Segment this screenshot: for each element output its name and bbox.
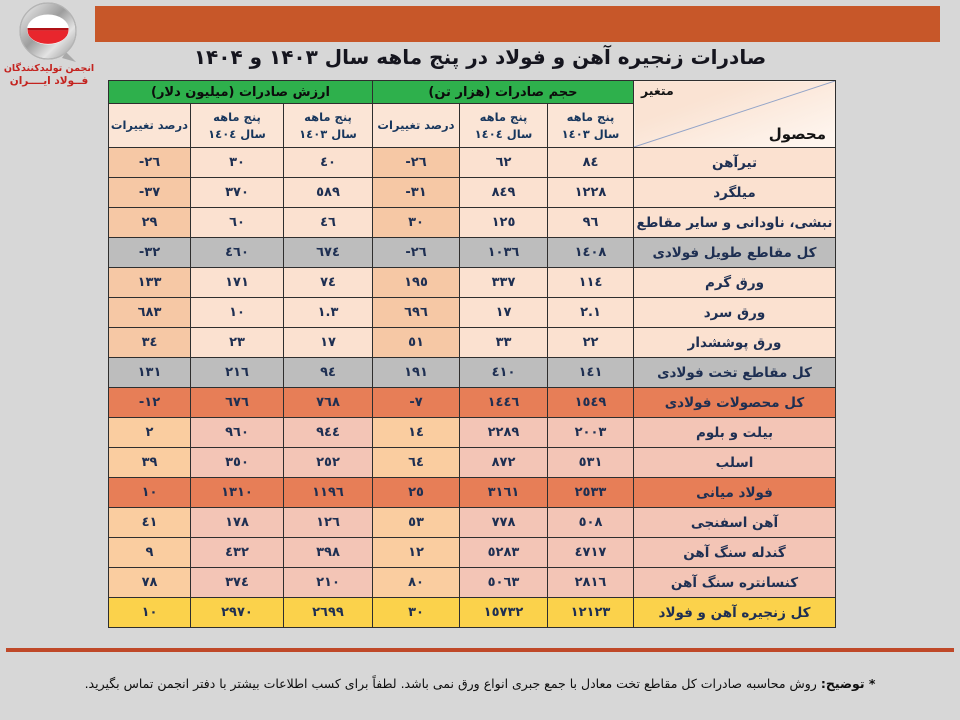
- table-row: [109, 418, 836, 448]
- val-1403-cell-text: ٣٩٨: [316, 545, 340, 560]
- footnote: [10, 676, 950, 691]
- product-cell: [634, 208, 836, 238]
- val-1403-cell: [284, 178, 373, 208]
- vol-1404-cell: [460, 448, 548, 478]
- header-bar: [95, 6, 940, 42]
- product-cell-text: کل زنجیره آهن و فولاد: [658, 604, 811, 621]
- val-1403-cell-text: ١٧: [320, 335, 336, 350]
- val-1404-cell: [191, 538, 284, 568]
- vol-pct-cell: [373, 478, 460, 508]
- val-1403-cell: [284, 238, 373, 268]
- table-row: [109, 298, 836, 328]
- vol-1404-cell-text: ٢٢٨٩: [487, 425, 520, 440]
- vol-pct-cell: [373, 448, 460, 478]
- period-label: پنج ماهه: [213, 109, 261, 124]
- vol-1404-cell: [460, 568, 548, 598]
- table-row: [109, 178, 836, 208]
- product-cell-text: کنسانتره سنگ آهن: [670, 574, 799, 591]
- val-pct-cell: [109, 568, 191, 598]
- vol-1403-cell-text: ٢٥٣٣: [574, 485, 607, 500]
- value-group-header: ارزش صادرات (میلیون دلار): [109, 81, 373, 104]
- product-cell-text: میلگرد: [713, 184, 756, 201]
- vol-pct-cell: [373, 388, 460, 418]
- table-row: [109, 268, 836, 298]
- vol-pct-cell: [373, 598, 460, 628]
- val-pct-cell: [109, 418, 191, 448]
- val-pct-cell: [109, 508, 191, 538]
- vol-1403-cell: [548, 598, 634, 628]
- association-logo: [2, 2, 96, 94]
- subheader-val-pct: درصد تغییرات: [109, 104, 191, 148]
- vol-1404-cell: [460, 238, 548, 268]
- vol-1404-cell: [460, 418, 548, 448]
- val-pct-cell-text: ٢: [145, 425, 154, 440]
- vol-pct-cell-text: ٣٠: [408, 605, 424, 620]
- vol-1403-cell-text: ٤٧١٧: [574, 545, 607, 560]
- val-pct-cell-text: ٩: [145, 545, 154, 560]
- vol-1404-cell-text: ٣١٦١: [487, 485, 520, 500]
- volume-group-header: حجم صادرات (هزار تن): [373, 81, 634, 104]
- vol-1403-cell-text: ١١٤: [578, 275, 603, 290]
- val-1403-cell-text: ٥٨٩: [316, 185, 340, 200]
- table-row: [109, 478, 836, 508]
- val-1403-cell-text: ٩٤: [320, 365, 336, 380]
- vol-1403-cell: [548, 508, 634, 538]
- val-1403-cell-text: ١٢٦: [316, 515, 340, 530]
- variable-label: متغیر: [641, 83, 674, 98]
- subheader-vol-pct: درصد تغییرات: [373, 104, 460, 148]
- vol-pct-cell-text: ١٩١: [404, 365, 428, 380]
- footnote-text: روش محاسبه صادرات کل مقاطع تخت معادل با جمع جبری انواع ورق نمی باشد. لطفاً برای کسب اطلاعات بیشتر با دفتر انجمن تماس بگیرید.: [84, 676, 817, 691]
- vol-1403-cell: [548, 538, 634, 568]
- table-row: [109, 538, 836, 568]
- vol-1404-cell-text: ٤١٠: [491, 365, 516, 380]
- vol-pct-cell-text: ١٤: [408, 425, 424, 440]
- vol-pct-cell: [373, 508, 460, 538]
- footnote-label: * توضیح:: [820, 676, 876, 691]
- product-cell-text: بیلت و بلوم: [695, 424, 774, 441]
- vol-pct-cell: [373, 238, 460, 268]
- vol-1404-cell: [460, 208, 548, 238]
- vol-1404-cell: [460, 478, 548, 508]
- vol-pct-cell-text: ٢٥: [408, 485, 424, 500]
- vol-pct-cell-text: -٣١: [405, 185, 427, 200]
- vol-1404-cell-text: ١٧: [495, 305, 512, 320]
- corner-cell: [634, 81, 836, 148]
- vol-1404-cell: [460, 598, 548, 628]
- product-cell-text: ورق سرد: [703, 304, 766, 321]
- val-1403-cell: [284, 148, 373, 178]
- val-1403-cell-text: ٢١٠: [316, 575, 340, 590]
- val-pct-cell: [109, 238, 191, 268]
- product-cell: [634, 418, 836, 448]
- product-cell: [634, 478, 836, 508]
- val-1404-cell: [191, 238, 284, 268]
- product-cell: [634, 148, 836, 178]
- product-cell: [634, 508, 836, 538]
- val-pct-cell: [109, 328, 191, 358]
- vol-1403-cell: [548, 238, 634, 268]
- val-pct-cell-text: ٢٩: [141, 215, 158, 230]
- product-cell-text: کل مقاطع طویل فولادی: [652, 244, 817, 261]
- logo-text-line2: فــولاد ایــــران: [9, 74, 89, 87]
- product-cell: [634, 598, 836, 628]
- val-pct-cell: [109, 388, 191, 418]
- product-cell-text: ورق گرم: [704, 274, 765, 291]
- val-1404-cell-text: ٣٠: [229, 155, 245, 170]
- val-1403-cell: [284, 448, 373, 478]
- page-title: صادرات زنجیره آهن و فولاد در پنج ماهه سال ۱۴۰۳ و ۱۴۰۴: [193, 45, 767, 69]
- val-pct-cell: [109, 298, 191, 328]
- val-pct-cell-text: ١٠: [141, 605, 158, 620]
- vol-1404-cell-text: ٥٢٨٣: [487, 545, 520, 560]
- product-cell: [634, 448, 836, 478]
- val-1403-cell: [284, 508, 373, 538]
- vol-1403-cell: [548, 268, 634, 298]
- val-1403-cell-text: ٦٧٤: [316, 245, 340, 260]
- vol-1403-cell: [548, 478, 634, 508]
- vol-1404-cell: [460, 268, 548, 298]
- subheader-val-1403: [284, 104, 373, 148]
- vol-1404-cell: [460, 298, 548, 328]
- vol-pct-cell-text: ٨٠: [408, 575, 424, 590]
- val-pct-cell: [109, 598, 191, 628]
- val-pct-cell-text: ٦٨٣: [137, 305, 162, 320]
- val-1403-cell: [284, 328, 373, 358]
- vol-1403-cell: [548, 568, 634, 598]
- vol-1403-cell: [548, 178, 634, 208]
- vol-pct-cell-text: ٦٤: [408, 455, 424, 470]
- vol-1403-cell-text: ٥٠٨: [578, 515, 603, 530]
- vol-1403-cell-text: ٥٣١: [578, 455, 603, 470]
- vol-1404-cell: [460, 358, 548, 388]
- val-pct-cell-text: -٣٢: [138, 245, 161, 260]
- table-row: [109, 508, 836, 538]
- vol-1403-cell-text: ١٥٤٩: [574, 395, 607, 410]
- vol-1403-cell-text: ٢٠٠٣: [574, 425, 607, 440]
- product-cell-text: تیرآهن: [711, 154, 758, 171]
- val-pct-cell: [109, 478, 191, 508]
- vol-pct-cell: [373, 148, 460, 178]
- vol-1403-cell-text: ٨٤: [582, 155, 599, 170]
- vol-pct-cell-text: ١٩٥: [404, 275, 428, 290]
- val-pct-cell: [109, 268, 191, 298]
- val-1404-cell-text: ١٣١٠: [221, 485, 253, 500]
- val-1403-cell: [284, 538, 373, 568]
- val-pct-cell-text: ٧٨: [141, 575, 158, 590]
- vol-pct-cell-text: ٥١: [408, 335, 424, 350]
- val-1404-cell-text: ٢١٦: [225, 365, 249, 380]
- vol-pct-cell-text: ١٢: [408, 545, 424, 560]
- table-body: [109, 148, 836, 628]
- val-1404-cell: [191, 148, 284, 178]
- table-row: [109, 208, 836, 238]
- vol-1403-cell-text: ٢٢: [582, 335, 599, 350]
- year-label: سال ١٤٠٣: [299, 126, 357, 141]
- val-pct-cell: [109, 208, 191, 238]
- val-1403-cell: [284, 418, 373, 448]
- val-1404-cell: [191, 598, 284, 628]
- subheader-vol-1404: [460, 104, 548, 148]
- val-pct-cell: [109, 538, 191, 568]
- vol-1403-cell-text: ١٢١٢٣: [570, 605, 611, 620]
- subheader-vol-1403: [548, 104, 634, 148]
- val-1403-cell-text: ٢٦٩٩: [312, 605, 344, 620]
- subheader-val-1404: [191, 104, 284, 148]
- val-1404-cell: [191, 358, 284, 388]
- vol-pct-cell: [373, 298, 460, 328]
- period-label: پنج ماهه: [479, 109, 528, 124]
- product-cell: [634, 238, 836, 268]
- vol-1403-cell: [548, 328, 634, 358]
- vol-1404-cell: [460, 508, 548, 538]
- val-1404-cell: [191, 178, 284, 208]
- val-1403-cell: [284, 478, 373, 508]
- vol-1403-cell-text: ١٤٠٨: [574, 245, 607, 260]
- vol-1404-cell-text: ١٠٣٦: [487, 245, 520, 260]
- val-1404-cell-text: ١٧٨: [225, 515, 249, 530]
- vol-pct-cell-text: -٧: [409, 395, 423, 410]
- product-cell-text: کل مقاطع تخت فولادی: [657, 364, 812, 381]
- logo-text-line1: انجمن تولیدکنندگان: [3, 63, 95, 74]
- vol-1404-cell: [460, 538, 548, 568]
- product-cell-text: نبشی، ناودانی و سایر مقاطع: [636, 214, 833, 231]
- product-cell-text: فولاد میانی: [696, 484, 773, 501]
- val-1404-cell: [191, 568, 284, 598]
- val-1403-cell: [284, 388, 373, 418]
- val-1404-cell: [191, 268, 284, 298]
- val-pct-cell-text: ٤١: [141, 515, 158, 530]
- val-1403-cell-text: ١.٣: [317, 305, 339, 320]
- product-cell-text: ورق پوششدار: [687, 334, 782, 351]
- vol-1404-cell-text: ١٤٤٦: [487, 395, 520, 410]
- val-1403-cell: [284, 298, 373, 328]
- vol-1404-cell: [460, 178, 548, 208]
- product-label: محصول: [768, 125, 826, 143]
- val-1404-cell-text: ١٠: [229, 305, 245, 320]
- val-pct-cell: [109, 148, 191, 178]
- val-pct-cell: [109, 178, 191, 208]
- vol-pct-cell-text: -٢٦: [405, 155, 427, 170]
- val-1404-cell: [191, 418, 284, 448]
- vol-pct-cell-text: -٢٦: [405, 245, 427, 260]
- product-cell-text: کل محصولات فولادی: [664, 394, 805, 411]
- vol-1404-cell-text: ٦٢: [495, 155, 512, 170]
- val-1403-cell: [284, 568, 373, 598]
- group-header-row: [109, 81, 836, 104]
- val-1403-cell: [284, 208, 373, 238]
- year-label: سال ١٤٠٤: [474, 126, 533, 141]
- vol-1403-cell: [548, 208, 634, 238]
- divider-line: [6, 648, 954, 652]
- product-cell-text: اسلب: [715, 454, 754, 471]
- val-pct-cell-text: -٣٧: [138, 185, 161, 200]
- product-cell: [634, 388, 836, 418]
- vol-1403-cell: [548, 388, 634, 418]
- year-label: سال ١٤٠٤: [208, 126, 266, 141]
- vol-1404-cell-text: ٧٧٨: [491, 515, 516, 530]
- val-pct-cell-text: ٣٤: [141, 335, 158, 350]
- val-1404-cell-text: ٩٦٠: [225, 425, 249, 440]
- vol-1403-cell: [548, 358, 634, 388]
- vol-1404-cell: [460, 148, 548, 178]
- val-1404-cell: [191, 448, 284, 478]
- val-1404-cell-text: ٤٣٢: [225, 545, 249, 560]
- val-1404-cell: [191, 388, 284, 418]
- val-1404-cell: [191, 328, 284, 358]
- vol-1403-cell: [548, 148, 634, 178]
- year-label: سال ١٤٠٣: [561, 126, 620, 141]
- vol-1403-cell-text: ٢٨١٦: [574, 575, 607, 590]
- product-cell-text: گندله سنگ آهن: [683, 544, 786, 561]
- product-cell-text: آهن اسفنجی: [690, 514, 779, 531]
- product-cell: [634, 178, 836, 208]
- product-cell: [634, 268, 836, 298]
- val-1404-cell-text: ٢٣: [229, 335, 245, 350]
- product-cell: [634, 568, 836, 598]
- period-label: پنج ماهه: [304, 109, 352, 124]
- vol-pct-cell: [373, 328, 460, 358]
- vol-pct-cell: [373, 568, 460, 598]
- table-row: [109, 388, 836, 418]
- val-pct-cell-text: -١٢: [138, 395, 161, 410]
- vol-1403-cell-text: ٢.١: [580, 305, 601, 320]
- vol-pct-cell: [373, 268, 460, 298]
- vol-pct-cell: [373, 538, 460, 568]
- product-cell: [634, 538, 836, 568]
- period-label: پنج ماهه: [566, 109, 615, 124]
- val-1403-cell-text: ٤٠: [320, 155, 336, 170]
- table-row: [109, 238, 836, 268]
- vol-1404-cell: [460, 328, 548, 358]
- table-row: [109, 148, 836, 178]
- val-pct-cell-text: ١٠: [141, 485, 158, 500]
- table-row: [109, 598, 836, 628]
- val-1404-cell: [191, 478, 284, 508]
- vol-pct-cell: [373, 358, 460, 388]
- exports-table: [108, 80, 836, 628]
- product-cell: [634, 328, 836, 358]
- vol-pct-cell-text: ٦٩٦: [404, 305, 428, 320]
- val-1403-cell: [284, 598, 373, 628]
- val-1404-cell: [191, 508, 284, 538]
- val-pct-cell-text: ١٣٣: [137, 275, 162, 290]
- val-1403-cell-text: ٧٤: [320, 275, 336, 290]
- val-1404-cell: [191, 298, 284, 328]
- vol-1404-cell-text: ١٥٧٣٢: [483, 605, 524, 620]
- vol-1404-cell-text: ٨٧٢: [491, 455, 516, 470]
- vol-pct-cell-text: ٣٠: [408, 215, 424, 230]
- vol-pct-cell: [373, 178, 460, 208]
- table-row: [109, 328, 836, 358]
- vol-1403-cell-text: ١٢٢٨: [574, 185, 607, 200]
- vol-pct-cell: [373, 418, 460, 448]
- val-1404-cell-text: ٦٠: [229, 215, 245, 230]
- vol-1404-cell: [460, 388, 548, 418]
- val-1404-cell: [191, 208, 284, 238]
- vol-pct-cell: [373, 208, 460, 238]
- vol-1403-cell-text: ١٤١: [578, 365, 603, 380]
- vol-1404-cell-text: ٥٠٦٣: [487, 575, 520, 590]
- vol-1403-cell: [548, 448, 634, 478]
- val-1403-cell-text: ٧٦٨: [316, 395, 340, 410]
- val-1403-cell: [284, 268, 373, 298]
- val-pct-cell: [109, 448, 191, 478]
- product-cell: [634, 298, 836, 328]
- steel-association-emblem-icon: [10, 2, 88, 64]
- val-1403-cell-text: ٢٥٢: [316, 455, 340, 470]
- vol-1403-cell-text: ٩٦: [582, 215, 599, 230]
- val-1403-cell-text: ١١٩٦: [312, 485, 344, 500]
- val-1404-cell-text: ٣٧٤: [225, 575, 249, 590]
- vol-1404-cell-text: ٨٤٩: [491, 185, 516, 200]
- val-1404-cell-text: ٦٧٦: [225, 395, 249, 410]
- table-row: [109, 448, 836, 478]
- val-pct-cell: [109, 358, 191, 388]
- vol-1404-cell-text: ١٢٥: [491, 215, 516, 230]
- val-1404-cell-text: ٤٦٠: [225, 245, 249, 260]
- table-row: [109, 358, 836, 388]
- val-1404-cell-text: ٣٥٠: [225, 455, 249, 470]
- vol-1404-cell-text: ٣٣: [495, 335, 512, 350]
- val-pct-cell-text: ١٣١: [137, 365, 162, 380]
- val-1404-cell-text: ٣٧٠: [225, 185, 249, 200]
- vol-1403-cell: [548, 298, 634, 328]
- val-1403-cell-text: ٤٦: [320, 215, 336, 230]
- val-1404-cell-text: ٢٩٧٠: [221, 605, 253, 620]
- product-cell: [634, 358, 836, 388]
- vol-1403-cell: [548, 418, 634, 448]
- val-1403-cell: [284, 358, 373, 388]
- val-1404-cell-text: ١٧١: [225, 275, 249, 290]
- vol-1404-cell-text: ٣٣٧: [491, 275, 516, 290]
- val-pct-cell-text: ٣٩: [141, 455, 158, 470]
- vol-pct-cell-text: ٥٣: [408, 515, 424, 530]
- val-pct-cell-text: -٢٦: [138, 155, 161, 170]
- val-1403-cell-text: ٩٤٤: [316, 425, 340, 440]
- table-row: [109, 568, 836, 598]
